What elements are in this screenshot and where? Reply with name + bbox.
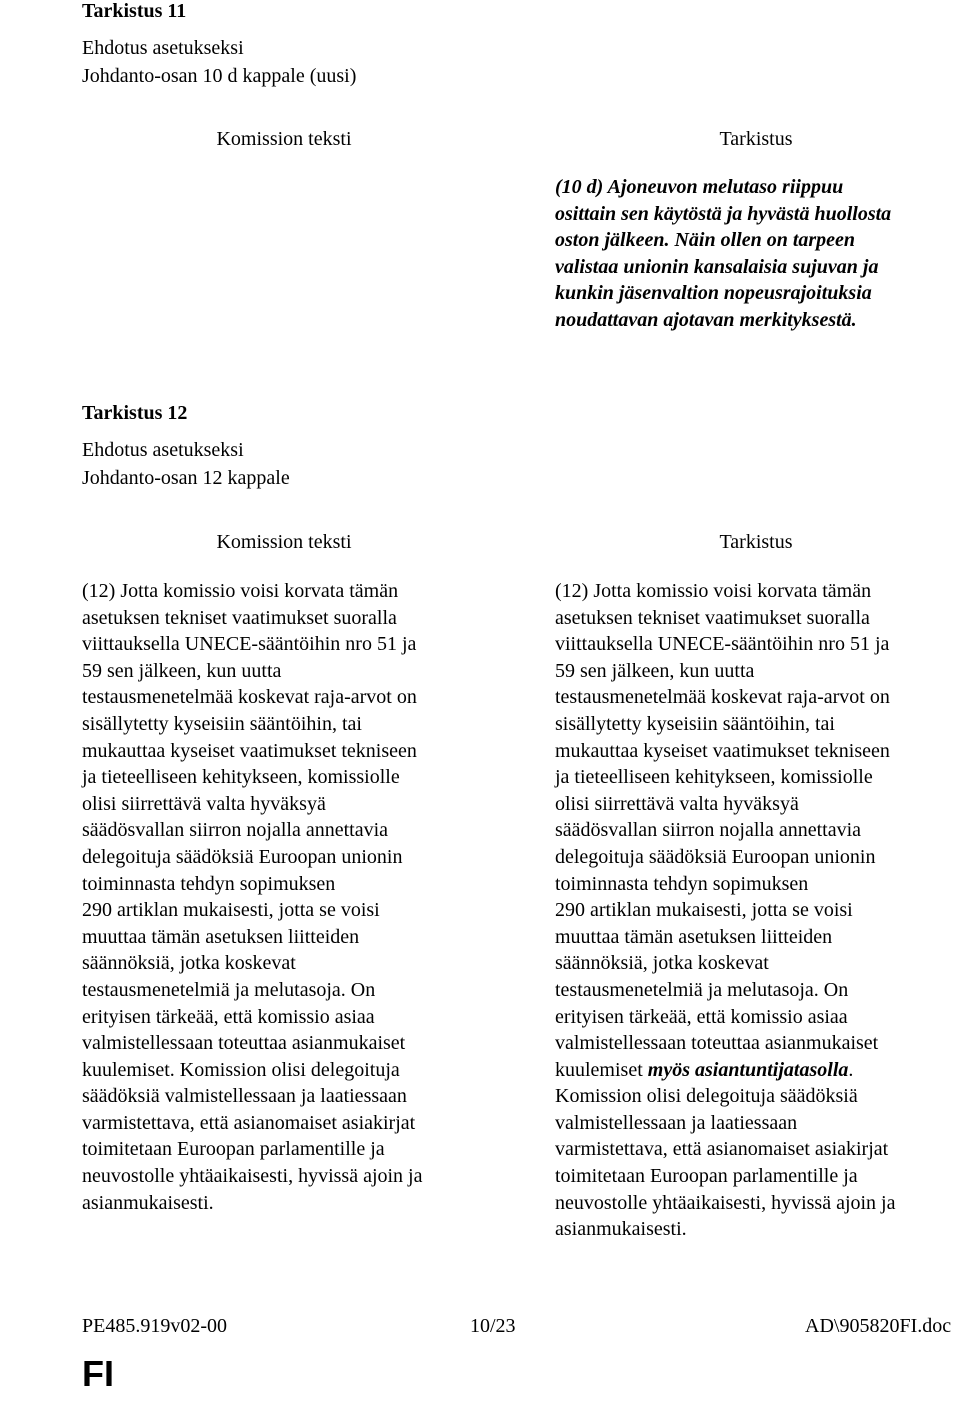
amendment-11-right-text [555, 174, 891, 334]
text-line: säädösvallan siirron nojalla annettavia [82, 819, 389, 842]
text-line: delegoituja säädöksiä Euroopan unionin [555, 845, 876, 868]
amendment-12-ref: Johdanto-osan 12 kappale [82, 467, 290, 489]
amended-text-line [555, 1057, 896, 1084]
text-line: Komission olisi delegoituja säädöksiä [555, 1085, 858, 1108]
amendment-insertion: myös asiantuntijatasolla [647, 1058, 849, 1081]
amendment-11-ref: Johdanto-osan 10 d kappale (uusi) [82, 65, 357, 87]
text-line: säännöksiä, jotka koskevat [555, 952, 769, 975]
text-line: viittauksella UNECE-sääntöihin nro 51 ja [555, 633, 890, 656]
amendment-11-header [82, 0, 356, 90]
text-line: neuvostolle yhtäaikaisesti, hyvissä ajoin ja [555, 1191, 896, 1214]
text-line: osittain sen käytöstä ja hyvästä huollosta [555, 202, 892, 225]
text-line: delegoituja säädöksiä Euroopan unionin [82, 845, 403, 868]
text-line: säädöksiä valmistellessaan ja laatiessaan [82, 1085, 407, 1108]
footer-page-number: 10/23 [470, 1315, 516, 1337]
text-line: toiminnasta tehdyn sopimuksen [555, 872, 809, 895]
text-line: viittauksella UNECE-sääntöihin nro 51 ja [82, 633, 417, 656]
text-line: varmistettava, että asianomaiset asiakirjat [555, 1138, 889, 1161]
text-line: (12) Jotta komissio voisi korvata tämän [82, 580, 399, 602]
text-line: kunkin jäsenvaltion nopeusrajoituksia [555, 282, 872, 305]
text-line: testausmenetelmiä ja melutasoja. On [82, 978, 376, 1001]
text-fragment: kuulemiset [555, 1058, 648, 1081]
amendment-11-proposal: Ehdotus asetukseksi [82, 37, 244, 59]
text-line: olisi siirrettävä valta hyväksyä [82, 792, 326, 815]
footer-file-name: AD\905820FI.doc [805, 1315, 952, 1337]
text-line: mukauttaa kyseiset vaatimukset tekniseen [82, 739, 417, 762]
amendment-12-proposal: Ehdotus asetukseksi [82, 439, 244, 461]
text-line: muuttaa tämän asetuksen liitteiden [82, 925, 360, 948]
text-line: testausmenetelmiä ja melutasoja. On [555, 978, 849, 1001]
text-line: valmistellessaan toteuttaa asianmukaiset [82, 1032, 406, 1055]
text-line: 59 sen jälkeen, kun uutta [82, 659, 282, 682]
text-line: ja tieteelliseen kehitykseen, komissiolle [555, 766, 873, 789]
text-line: testausmenetelmää koskevat raja-arvot on [555, 686, 890, 709]
amendment-11-title: Tarkistus 11 [82, 0, 187, 22]
text-line: 59 sen jälkeen, kun uutta [555, 659, 755, 682]
text-line: säädösvallan siirron nojalla annettavia [555, 819, 862, 842]
text-line: toimitetaan Euroopan parlamentille ja [555, 1165, 858, 1188]
text-line: muuttaa tämän asetuksen liitteiden [555, 925, 833, 948]
text-line: (12) Jotta komissio voisi korvata tämän [555, 580, 872, 602]
amendment-12-right-text [555, 578, 896, 1243]
text-line: valmistellessaan ja laatiessaan [555, 1111, 798, 1134]
text-line: varmistettava, että asianomaiset asiakirjat [82, 1111, 416, 1134]
text-line: asetuksen tekniset vaatimukset suoralla [555, 606, 870, 629]
amendment-11-left-title: Komission teksti [216, 128, 352, 150]
text-line: valistaa unionin kansalaisia sujuvan ja [555, 255, 879, 278]
text-line: asetuksen tekniset vaatimukset suoralla [82, 606, 397, 629]
text-line: neuvostolle yhtäaikaisesti, hyvissä ajoin ja [82, 1165, 423, 1188]
text-line: noudattavan ajotavan merkityksestä. [555, 308, 857, 331]
text-line: sisällytetty kyseisiin sääntöihin, tai [555, 712, 835, 735]
footer-language-code: FI [82, 1353, 114, 1394]
text-line: erityisen tärkeää, että komissio asiaa [82, 1005, 375, 1028]
text-line: mukauttaa kyseiset vaatimukset tekniseen [555, 739, 890, 762]
footer-doc-ref: PE485.919v02-00 [82, 1315, 227, 1337]
amendment-12-right-title: Tarkistus [719, 531, 793, 553]
text-fragment: . [848, 1058, 854, 1081]
text-line: kuulemiset. Komission olisi delegoituja [82, 1058, 400, 1081]
text-line: 290 artiklan mukaisesti, jotta se voisi [82, 899, 380, 922]
text-line: sisällytetty kyseisiin sääntöihin, tai [82, 712, 362, 735]
text-line: asianmukaisesti. [555, 1218, 687, 1241]
amendment-12-left-title: Komission teksti [216, 531, 352, 553]
amendment-11-right-title: Tarkistus [719, 128, 793, 150]
text-line: 290 artiklan mukaisesti, jotta se voisi [555, 899, 853, 922]
text-line: olisi siirrettävä valta hyväksyä [555, 792, 799, 815]
text-line: ja tieteelliseen kehitykseen, komissiolle [82, 766, 400, 789]
text-line: asianmukaisesti. [82, 1191, 214, 1214]
text-line: (10 d) Ajoneuvon melutaso riippuu [555, 176, 844, 198]
text-line: toiminnasta tehdyn sopimuksen [82, 872, 336, 895]
text-line: säännöksiä, jotka koskevat [82, 952, 296, 975]
text-line: oston jälkeen. Näin ollen on tarpeen [555, 229, 856, 252]
text-line: testausmenetelmää koskevat raja-arvot on [82, 686, 417, 709]
amendment-12-title: Tarkistus 12 [82, 402, 188, 424]
amendment-12-header [82, 399, 290, 492]
text-line: valmistellessaan toteuttaa asianmukaiset [555, 1032, 879, 1055]
amendment-12-left-text [82, 578, 423, 1216]
text-line: erityisen tärkeää, että komissio asiaa [555, 1005, 848, 1028]
text-line: toimitetaan Euroopan parlamentille ja [82, 1138, 385, 1161]
